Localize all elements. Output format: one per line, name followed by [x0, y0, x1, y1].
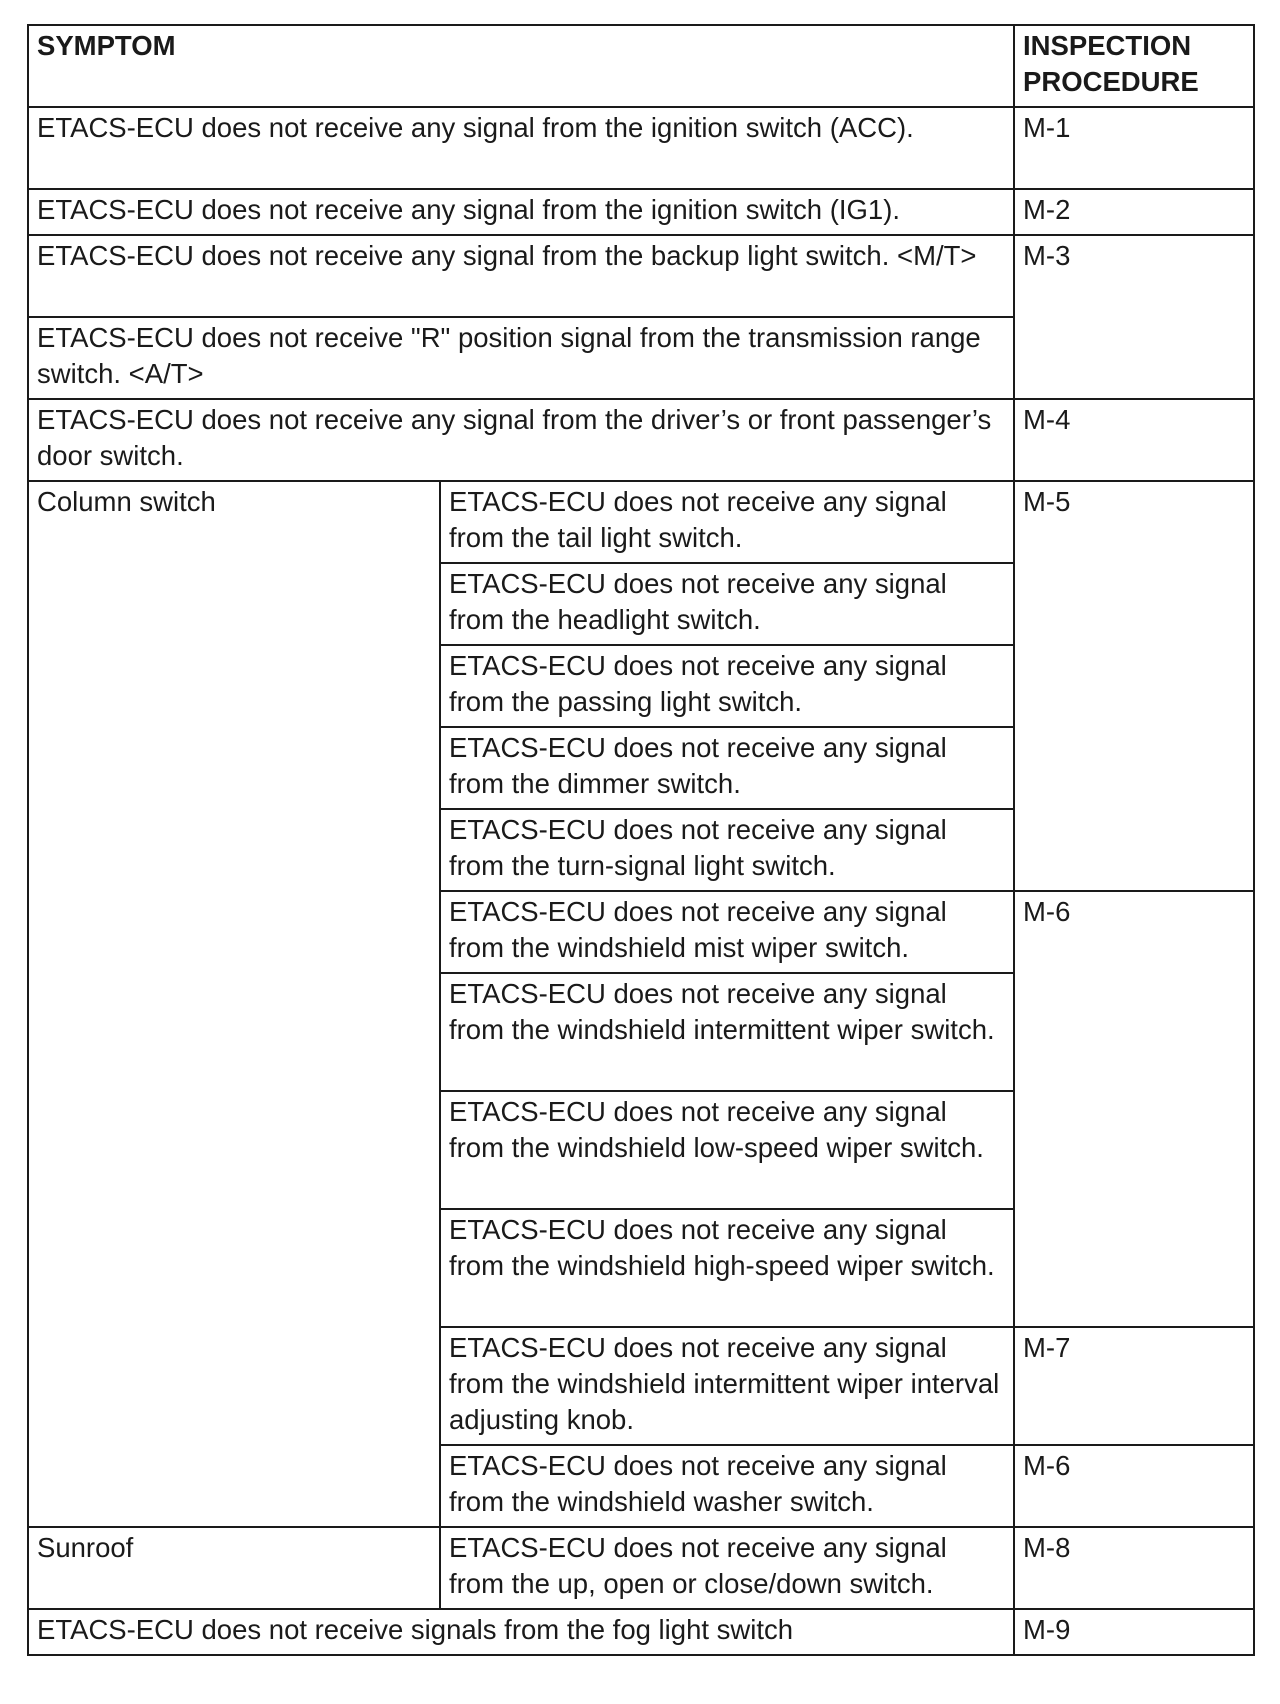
table-row — [28, 189, 1254, 235]
symptom-cell: ETACS-ECU does not receive "R" position signal from the transmission range switch. <A/T> — [28, 317, 1014, 399]
symptom-cell: ETACS-ECU does not receive any signal from the windshield intermittent wiper interval adjusting knob. — [440, 1327, 1014, 1445]
symptom-table — [27, 24, 1255, 1656]
sunroof-label: Sunroof — [28, 1527, 440, 1609]
symptom-cell: ETACS-ECU does not receive any signal from the headlight switch. — [440, 563, 1014, 645]
procedure-cell: M-9 — [1014, 1609, 1254, 1655]
symptom-cell: ETACS-ECU does not receive any signal from the tail light switch. — [440, 481, 1014, 563]
symptom-cell: ETACS-ECU does not receive any signal from the turn-signal light switch. — [440, 809, 1014, 891]
table-row — [28, 235, 1254, 317]
symptom-cell: ETACS-ECU does not receive any signal from the driver’s or front passenger’s door switch. — [28, 399, 1014, 481]
table-row — [28, 107, 1254, 189]
procedure-cell: M-8 — [1014, 1527, 1254, 1609]
procedure-cell: M-3 — [1014, 235, 1254, 399]
procedure-cell: M-1 — [1014, 107, 1254, 189]
symptom-cell: ETACS-ECU does not receive any signal from the windshield intermittent wiper switch. — [440, 973, 1014, 1091]
column-switch-label: Column switch — [28, 481, 440, 1527]
procedure-cell: M-5 — [1014, 481, 1254, 891]
table-row — [28, 481, 1254, 563]
symptom-cell: ETACS-ECU does not receive any signal from the windshield low-speed wiper switch. — [440, 1091, 1014, 1209]
procedure-cell: M-4 — [1014, 399, 1254, 481]
table-header-row — [28, 25, 1254, 107]
symptom-cell: ETACS-ECU does not receive any signal from the ignition switch (IG1). — [28, 189, 1014, 235]
symptom-cell: ETACS-ECU does not receive any signal from the up, open or close/down switch. — [440, 1527, 1014, 1609]
table-row — [28, 399, 1254, 481]
procedure-cell: M-7 — [1014, 1327, 1254, 1445]
symptom-cell: ETACS-ECU does not receive any signal from the ignition switch (ACC). — [28, 107, 1014, 189]
header-inspection-procedure: INSPECTION PROCEDURE — [1014, 25, 1254, 107]
table-row — [28, 1609, 1254, 1655]
procedure-cell: M-6 — [1014, 1445, 1254, 1527]
symptom-cell: ETACS-ECU does not receive any signal from the backup light switch. <M/T> — [28, 235, 1014, 317]
symptom-cell: ETACS-ECU does not receive any signal from the windshield washer switch. — [440, 1445, 1014, 1527]
symptom-cell: ETACS-ECU does not receive any signal from the passing light switch. — [440, 645, 1014, 727]
symptom-cell: ETACS-ECU does not receive any signal from the windshield mist wiper switch. — [440, 891, 1014, 973]
procedure-cell: M-6 — [1014, 891, 1254, 1327]
header-symptom: SYMPTOM — [28, 25, 1014, 107]
symptom-cell: ETACS-ECU does not receive signals from the fog light switch — [28, 1609, 1014, 1655]
symptom-cell: ETACS-ECU does not receive any signal from the dimmer switch. — [440, 727, 1014, 809]
table-row — [28, 1527, 1254, 1609]
symptom-cell: ETACS-ECU does not receive any signal from the windshield high-speed wiper switch. — [440, 1209, 1014, 1327]
procedure-cell: M-2 — [1014, 189, 1254, 235]
